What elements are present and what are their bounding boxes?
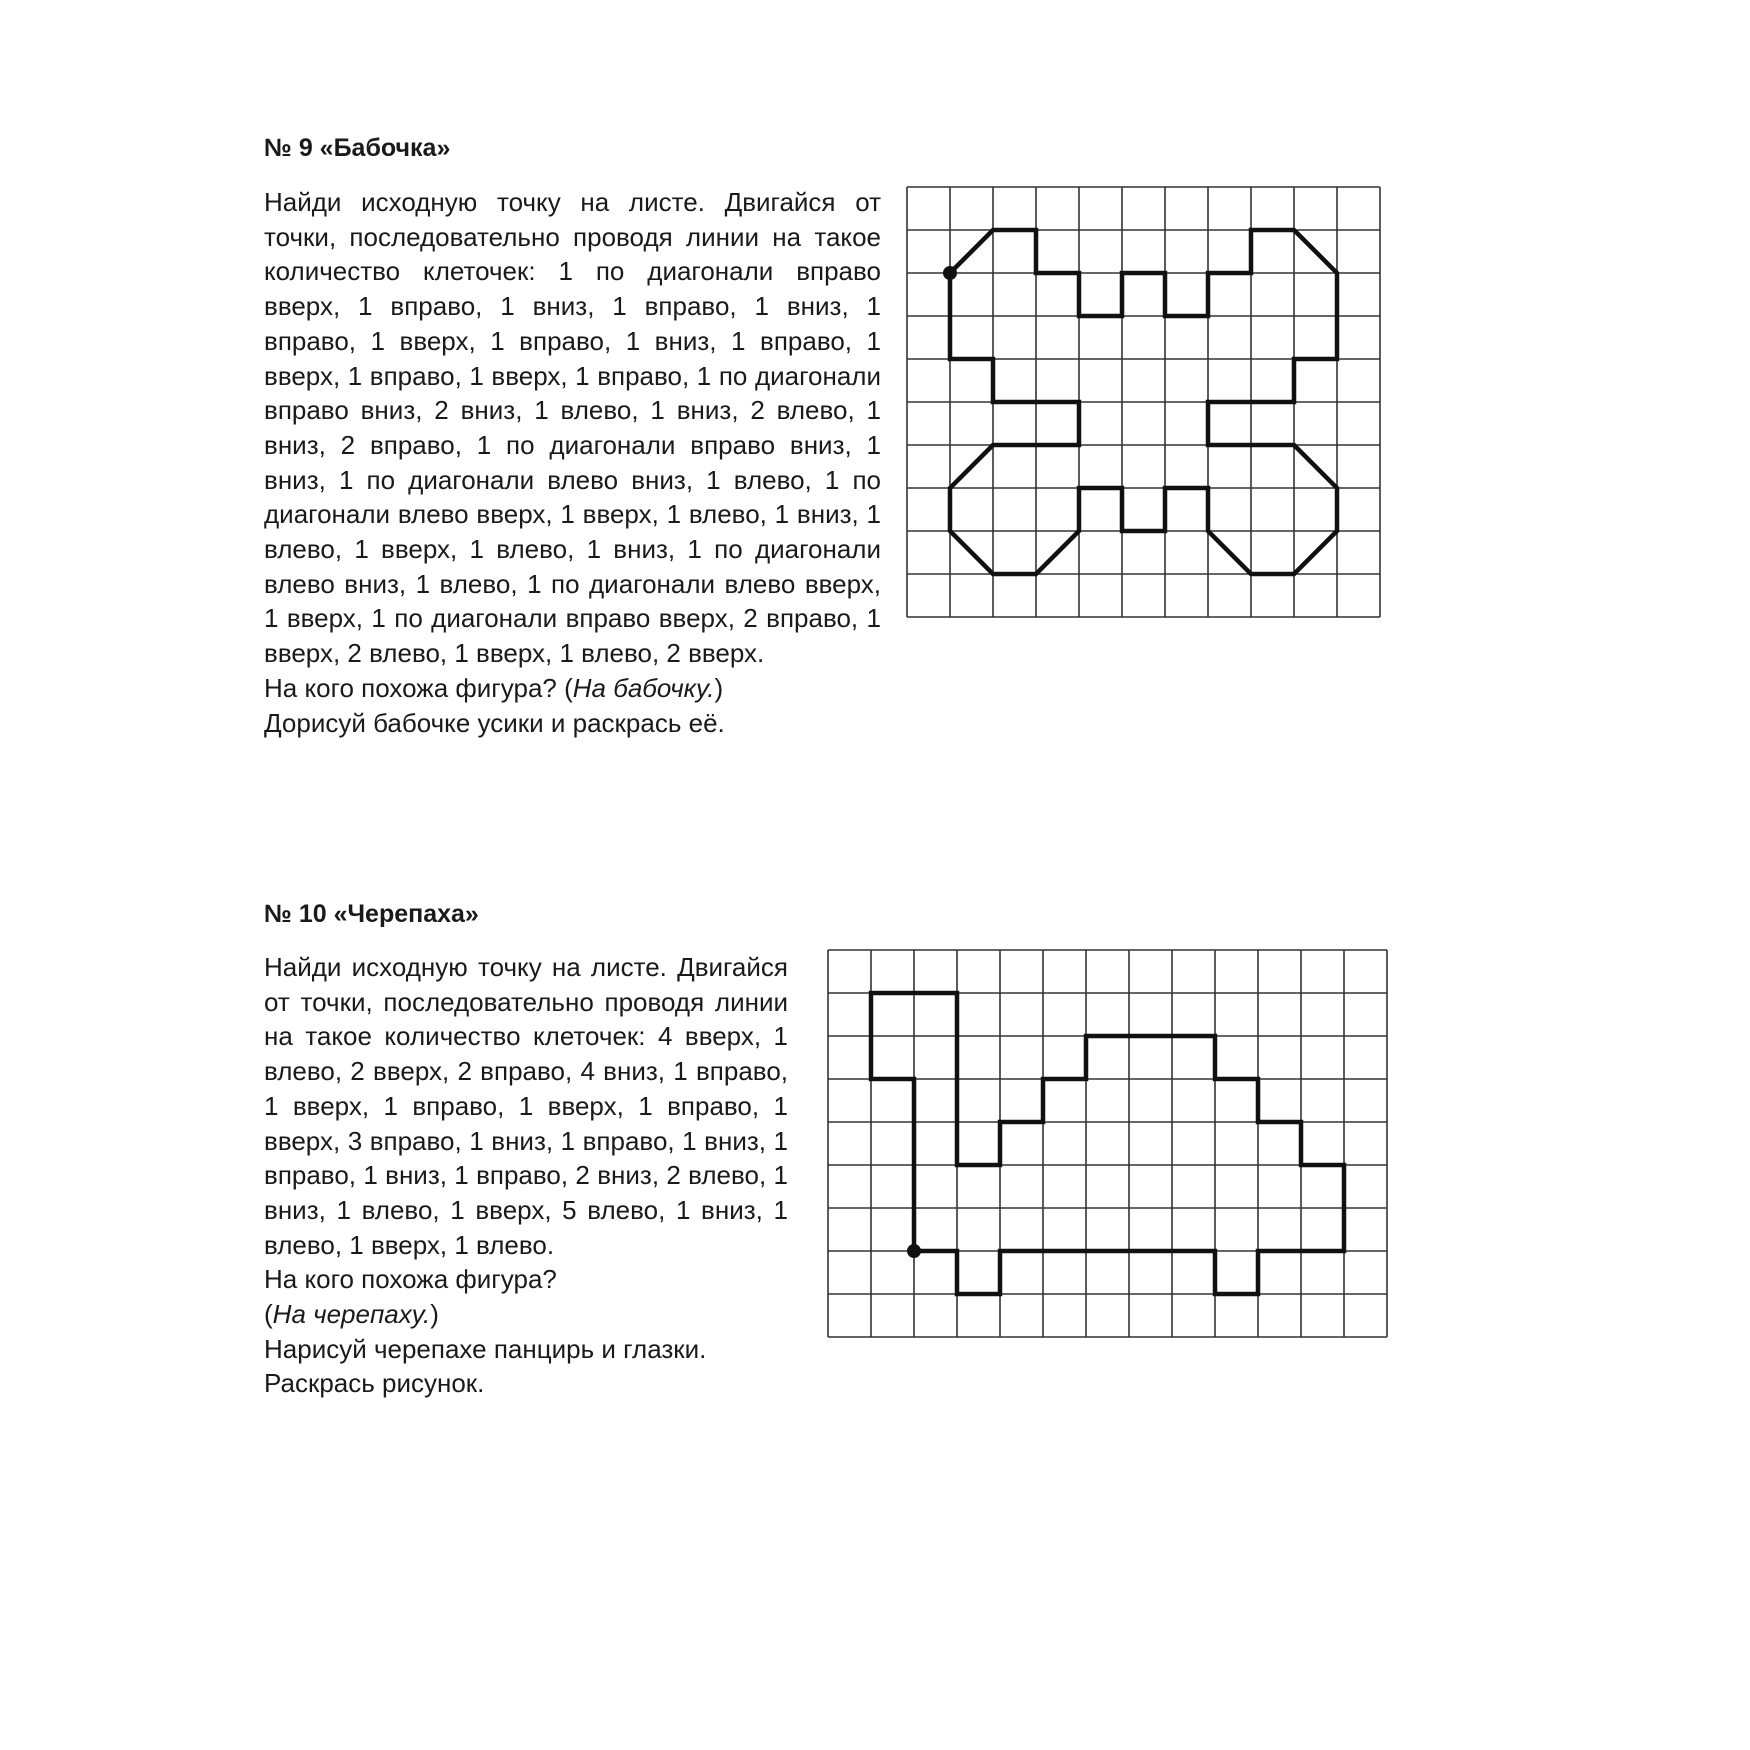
exercise-9-question-line: На кого похожа фигура? (На бабочку.) xyxy=(264,672,724,703)
exercise-9-instruction: Найди исходную точку на листе. Двигайся от точки, последовательно проводя линии на такое количество клеточек: 1 по диагонали вправо вверх, 1 вправо, 1 вниз, 1 вправо, 1 вниз, 1 вправо, 1 вверх, 1 вправо, 1 вниз, 1 вправо, 1 вверх, 1 вправо, 1 вверх, 1 вправо, 1 по диагонали вправо вниз, 2 вниз, 1 влево, 1 вниз, 2 влево, 1 вниз, 2 вправо, 1 по диагонали вправо вниз, 1 вниз, 1 по диагонали влево вниз, 1 влево, 1 по диагонали влево вверх, 1 вверх, 1 влево, 1 вниз, 1 влево, 1 вверх, 1 влево, 1 вниз, 1 по диагонали влево вниз, 1 влево, 1 по диагонали влево вверх, 1 вверх, 1 по диагонали вправо вверх, 2 вправо, 1 вверх, 2 влево, 1 вверх, 1 влево, 2 вверх. xyxy=(264,187,881,669)
exercise-9-question: На кого похожа фигура? xyxy=(264,672,557,703)
exercise-9-title: № 9 «Бабочка» xyxy=(264,134,451,162)
grid-lines xyxy=(907,187,1380,617)
exercise-10-task-1: Нарисуй черепахе панцирь и глазки. xyxy=(264,1333,707,1364)
exercise-9-answer: На бабочку. xyxy=(572,672,715,703)
exercise-10-answer-line: (На черепаху.) xyxy=(264,1299,439,1330)
turtle-grid xyxy=(826,948,1389,1340)
exercise-9-task: Дорисуй бабочке усики и раскрась её. xyxy=(264,707,725,738)
butterfly-grid xyxy=(905,185,1381,619)
exercise-10-task-2: Раскрась рисунок. xyxy=(264,1368,485,1399)
exercise-10-description xyxy=(264,950,788,1401)
exercise-9-description xyxy=(264,185,881,740)
exercise-10-instruction: Найди исходную точку на листе. Двигайся от точки, последовательно проводя линии на такое количество клеточек: 4 вверх, 1 влево, 2 вверх, 2 вправо, 4 вниз, 1 вправо, 1 вверх, 1 вправо, 1 вверх, 1 вправо, 1 вверх, 3 вправо, 1 вниз, 1 вправо, 1 вниз, 1 вправо, 1 вниз, 1 вправо, 2 вниз, 2 влево, 1 вниз, 1 влево, 1 вверх, 5 влево, 1 вниз, 1 влево, 1 вверх, 1 влево. xyxy=(264,952,788,1260)
exercise-10-title: № 10 «Черепаха» xyxy=(264,900,479,928)
exercise-10-answer: На черепаху. xyxy=(272,1299,431,1330)
start-point xyxy=(943,266,957,280)
exercise-10-question: На кого похожа фигура? xyxy=(264,1264,557,1295)
turtle-outline xyxy=(871,993,1344,1294)
start-point xyxy=(907,1244,921,1258)
